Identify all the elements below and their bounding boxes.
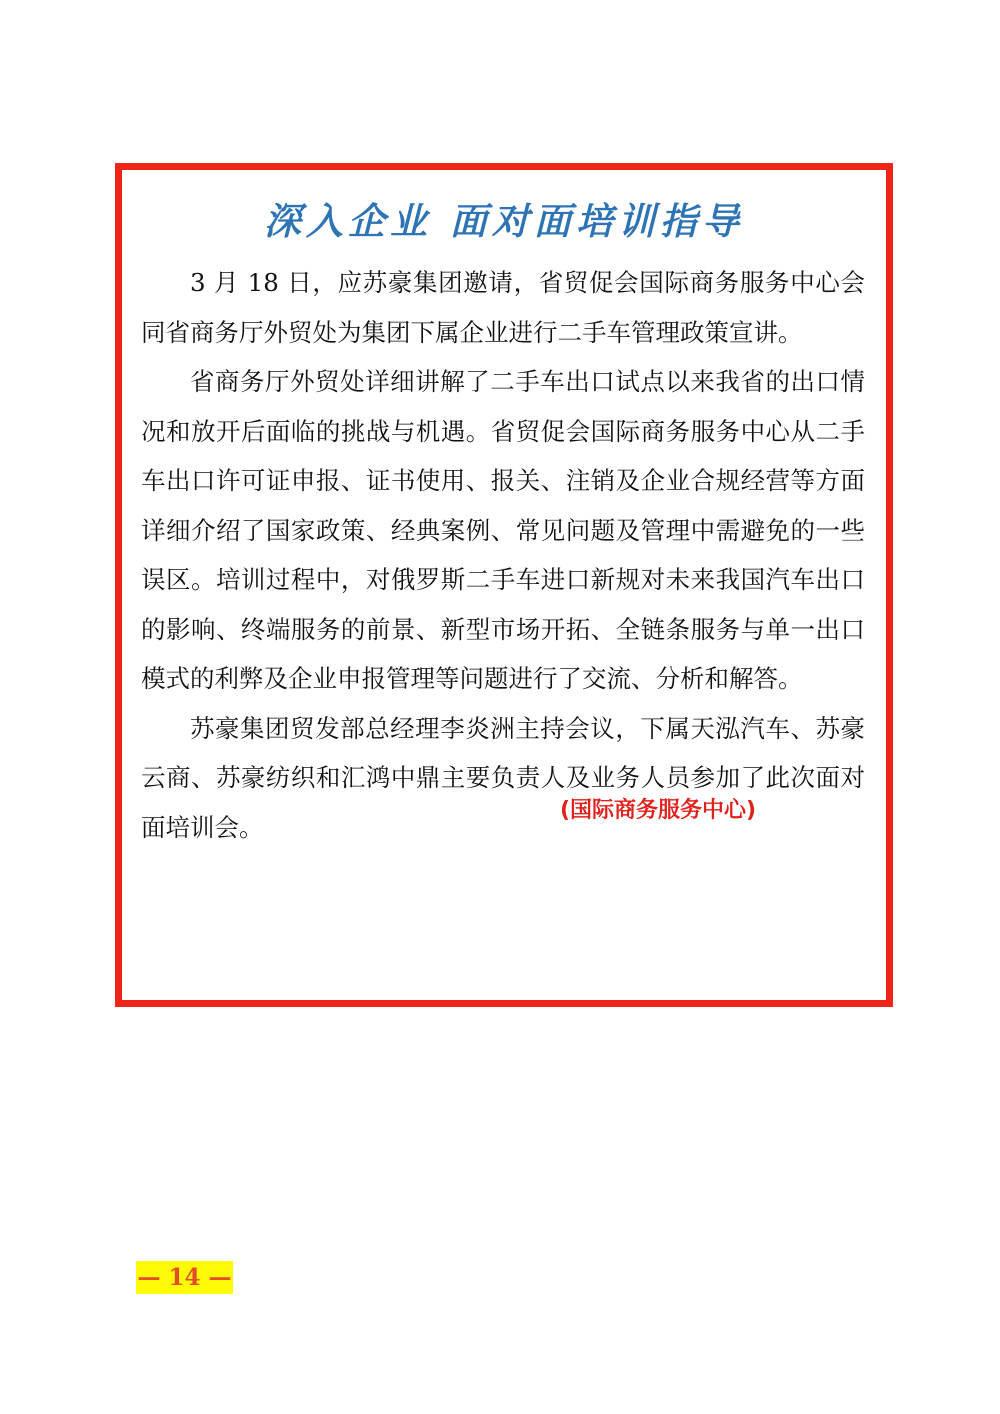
page-number: — 14 — (136, 1261, 233, 1294)
article-byline: (国际商务服务中心) (560, 798, 757, 823)
paragraph-2: 省商务厅外贸处详细讲解了二手车出口试点以来我省的出口情况和放开后面临的挑战与机遇。省贸促会国际商务服务中心从二手车出口许可证申报、证书使用、报关、注销及企业合规经营等方面详细介绍了国家政策、经典案例、常见问题及管理中需避免的一些误区。培训过程中，对俄罗斯二手车进口新规对未来我国汽车出口的影响、终端服务的前景、新型市场开拓、全链条服务与单一出口模式的利弊及企业申报管理等问题进行了交流、分析和解答。 (141, 367, 865, 693)
page-border-frame (115, 163, 893, 1291)
paragraph-3: 苏豪集团贸发部总经理李炎洲主持会议，下属天泓汽车、苏豪云商、苏豪纺织和汇鸿中鼎主要负责人及业务人员参加了此次面对面培训会。 (141, 713, 865, 842)
paragraph-1: 3 月 18 日，应苏豪集团邀请，省贸促会国际商务服务中心会同省商务厅外贸处为集团下属企业进行二手车管理政策宣讲。 (141, 268, 865, 347)
article-title: 深入企业 面对面培训指导 (264, 200, 744, 243)
article-body (141, 258, 865, 852)
